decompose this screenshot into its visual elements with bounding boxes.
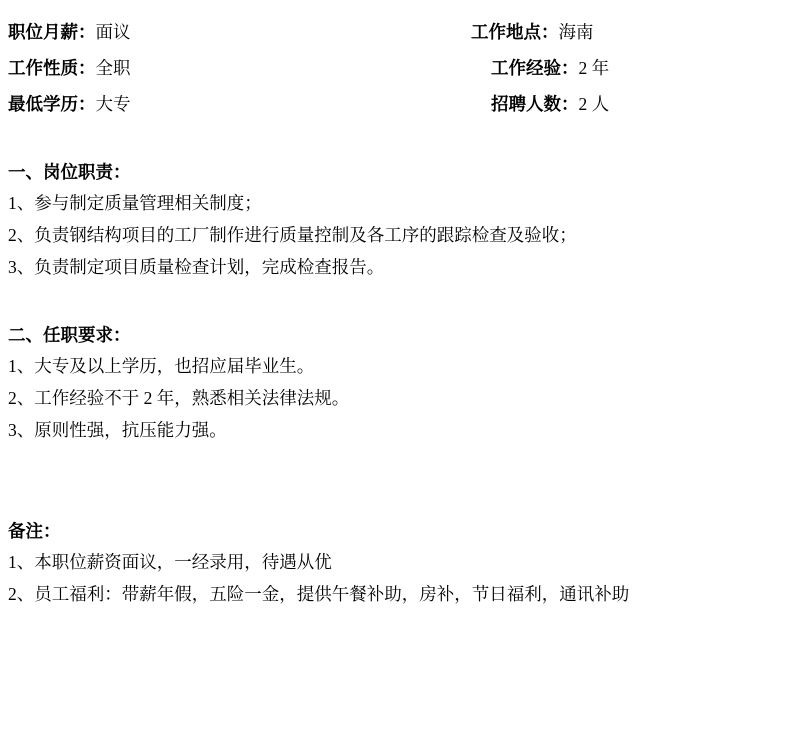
- meta-value-education: 大专: [95, 93, 131, 114]
- list-item: 3、负责制定项目质量检查计划，完成检查报告。: [8, 256, 385, 277]
- spacer: [0, 116, 800, 161]
- meta-label-salary: 职位月薪：: [8, 22, 96, 42]
- section-title: 一、岗位职责：: [8, 161, 131, 182]
- section-title: 二、任职要求：: [8, 324, 131, 345]
- row-spacer: [0, 44, 800, 58]
- list-item: 3、原则性强，抗压能力强。: [8, 419, 227, 440]
- list-item: 2、工作经验不于 2 年，熟悉相关法律法规。: [8, 388, 350, 409]
- spacer: [0, 542, 800, 551]
- section-requirements: [0, 324, 800, 442]
- spacer: [0, 346, 800, 355]
- meta-cell-headcount: [463, 94, 800, 116]
- spacer: [0, 279, 800, 324]
- section-notes: [0, 520, 800, 607]
- notes-title: 备注：: [8, 520, 61, 541]
- meta-value-job-type: 全职: [95, 57, 131, 78]
- meta-label-education: 最低学历：: [8, 93, 96, 114]
- list-item: 1、大专及以上学历，也招应届毕业生。: [8, 356, 315, 377]
- meta-value-location: 海南: [558, 22, 594, 42]
- meta-label-location: 工作地点：: [471, 22, 559, 42]
- spacer: [0, 378, 800, 387]
- meta-label-headcount: 招聘人数：: [491, 93, 579, 114]
- table-row: [0, 94, 800, 116]
- meta-label-experience: 工作经验：: [491, 57, 579, 78]
- meta-value-salary: 面议: [95, 22, 131, 42]
- meta-cell-job-type: [0, 58, 463, 80]
- table-row: [0, 58, 800, 80]
- notes-item: 1、本职位薪资面议，一经录用，待遇从优: [8, 552, 332, 573]
- meta-cell-location: [463, 22, 800, 44]
- spacer: [0, 183, 800, 192]
- spacer: [0, 44, 800, 58]
- notes-item: 2、员工福利：带薪年假，五险一金，提供午餐补助，房补，节日福利，通讯补助: [8, 584, 630, 605]
- meta-label-job-type: 工作性质：: [8, 57, 96, 78]
- spacer: [0, 80, 800, 94]
- spacer: [0, 215, 800, 224]
- meta-cell-education: [0, 94, 463, 116]
- meta-cell-experience: [463, 58, 800, 80]
- meta-value-experience: 2 年: [578, 57, 610, 78]
- spacer: [0, 574, 800, 583]
- table-row: [0, 22, 800, 44]
- row-spacer: [0, 80, 800, 94]
- spacer: [0, 247, 800, 256]
- spacer: [0, 410, 800, 419]
- meta-cell-salary: [0, 22, 463, 44]
- job-meta-table: [0, 22, 800, 116]
- list-item: 2、负责钢结构项目的工厂制作进行质量控制及各工序的跟踪检查及验收；: [8, 225, 577, 246]
- spacer: [0, 442, 800, 520]
- section-responsibilities: [0, 161, 800, 279]
- meta-value-headcount: 2 人: [578, 93, 610, 114]
- list-item: 1、参与制定质量管理相关制度；: [8, 193, 262, 214]
